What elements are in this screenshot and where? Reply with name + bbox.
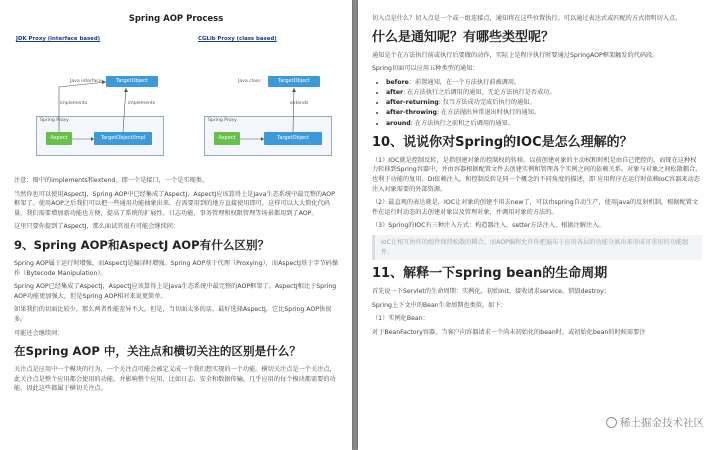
paragraph-runtime: Spring AOP属于运行时增强，而AspectJ是编译时增强。Spring AOP基于代理（Proxying），而AspectJ基于字节码操作（Bytecode Manipulation）。 [14,259,339,277]
quote-text: IoC让相互协作的组件保持松散的耦合，而AOP编程允许你把遍布于应用各层的功能分离出来形成可重用的功能组件。 [381,238,689,256]
paragraph-aspectj-intro: 当然你也可以使用AspectJ，Spring AOP中已经集成了AspectJ，AspectJ应该算得上是Java生态系统中最完整的AOP框架了。使用AOP之后我们可以把一些通用功能抽象出来，在需要用到的地方直接使用即可，这样可以大大简化代码量。我们需要增加新功能也方便，提高了系统的扩展性。日志功能、事务管理和权限管理等场景都用到了AOP。 [14,190,335,217]
left-page [0,0,352,450]
advice-type-list [372,78,702,129]
cglib-aspect-box: Aspect [214,132,240,145]
jdk-arrow-left [59,82,106,132]
paragraph-ioc-2: （2）最直观的表达就是，IOC让对象的创建不用去new了，可以由spring自动生产，使用java的反射机制，根据配置文件在运行时动态的去创建对象以及管理对象，并调用对象的方法的。 [372,199,699,216]
paragraph-pointcut: 切入点是什么？切入点是一个或一组连接点，通知将在这些位置执行。可以通过表达式或匹配的方式指明切入点。 [372,15,682,22]
cglib-proxy-title: CGLib Proxy (class based) [198,36,277,42]
jdk-implements-left: implements [60,101,88,106]
list-item: • after-throwing: 在方法抛出异常退出时执行的通知。 [386,108,702,118]
jdk-interface-label: Java interface [70,79,102,84]
list-item: • after: 在方法执行之后调用的通知，无论方法执行是否成功。 [386,88,702,98]
jdk-arrow-right [123,88,126,132]
paragraph-performance: 如果我们的切面比较少，那么两者性能差异不大。但是，当切面太多的话，最好选择AspectJ，它比Spring AOP快很多。 [14,306,332,323]
cglib-target-object: TargetObject [268,76,320,87]
list-item: • before：前置通知，在一个方法执行前被调用。 [386,78,702,88]
paragraph-ioc-1: （1）IOC就是控制反转，是指创建对象的控制权的转移。以前创建对象的主动权和时机是由自己把控的，而现在这种权力转移到Spring容器中，并由容器根据配置文件去创建实例和管理各个实例之间的依赖关系。对象与对象之间松散耦合，也利于功能的复用。DI依赖注入，和控制反转是同一个概念的不同角度的描述，即 应用程序在运行时依赖IoC容器来动态注入对象需要的外部资源。 [372,156,702,193]
heading-11: 11、解释一下spring bean的生命周期 [372,266,608,282]
paragraph-instantiate: （1）实例化Bean： [372,315,429,323]
paragraph-concern: 关注点是应用中一个模块的行为，一个关注点可能会被定义成一个我们想实现的一个功能。横切关注点是一个关注点，此关注点是整个应用都会使用的功能，并影响整个应用，比如日志，安全和数据传输，几乎应用的每个模块都需要的功能。因此这些都属于横切关注点。 [14,366,336,393]
heading-10: 10、说说你对Spring的IOC是怎么理解的？ [372,134,633,150]
aop-process-diagram [6,2,346,170]
heading-advice: 什么是通知呢？有哪些类型呢？ [372,29,555,45]
jdk-implements-right: implements [128,101,156,106]
jdk-target-object: TargetObject [106,76,158,87]
note-text: 注意：图中的implements和extend。即一个是接口，一个是实现类。 [14,177,209,184]
heading-9: 9、Spring AOP和AspectJ AOP有什么区别？ [14,237,270,252]
cglib-class-label: Java class [238,79,261,84]
paragraph-advice: 通知是个在方法执行前或执行后要做的动作，实际上是程序执行时要通过SpringAOP框架触发的代码段。 [372,51,659,59]
list-item: • around: 在方法执行之前和之后调用的通知。 [386,119,702,129]
diagram-title: Spring AOP Process [128,14,224,24]
juejin-logo-icon [606,417,617,428]
right-page [358,0,714,450]
paragraph-ioc-3: （3）Spring的IOC有三种注入方式：构造器注入、setter方法注入、根据注解注入。 [372,222,605,230]
paragraph-advice-types: Spring切面可以应用五种类型的通知： [372,65,479,73]
paragraph-continue: 可能还会继续问： [14,329,64,337]
paragraph-followup: 这里只要你提到了AspectJ，那么面试官很有可能会继续问： [14,223,180,231]
heading-concern: 在Spring AOP 中，关注点和横切关注的区别是什么？ [14,344,301,359]
cglib-extends-label: extends [290,101,309,106]
list-item: • after-returning: 仅当方法成功完成后执行的通知。 [386,98,702,108]
jdk-aspect-box: Aspect [46,132,72,145]
quote-block [372,235,702,260]
jdk-spring-proxy-label: Spring Proxy [40,118,69,123]
paragraph-servlet: 首先说一下Servlet的生命周期：实例化，初始init，接收请求service，销毁destroy； [372,288,610,296]
jdk-proxy-title: JDK Proxy (interface based) [16,36,101,42]
jdk-target-inner-box: TargetObject/Impl [94,132,152,145]
watermark [606,415,704,430]
diagram-arrows [6,2,346,170]
paragraph-beanfactory: 对于BeanFactory容器，当客户向容器请求一个尚未初始化的bean时，或初始化bean的时候需要注 [372,328,646,336]
cglib-spring-proxy-label: Spring Proxy [208,118,237,123]
cglib-target-inner-box: TargetObject [264,132,322,145]
watermark-text: 稀土掘金技术社区 [620,417,704,429]
cglib-arrow-extends [293,88,294,132]
paragraph-bean-lifecycle: Spring上下文中的Bean生命周期也类似，如下： [372,301,507,309]
paragraph-integration: Spring AOP已经集成了AspectJ，AspectJ应该算得上是Java生态系统中最完整的AOP框架了。AspectJ相比于Spring AOP功能更加强大，但是Spring AOP相对来说更简单。 [14,283,337,300]
